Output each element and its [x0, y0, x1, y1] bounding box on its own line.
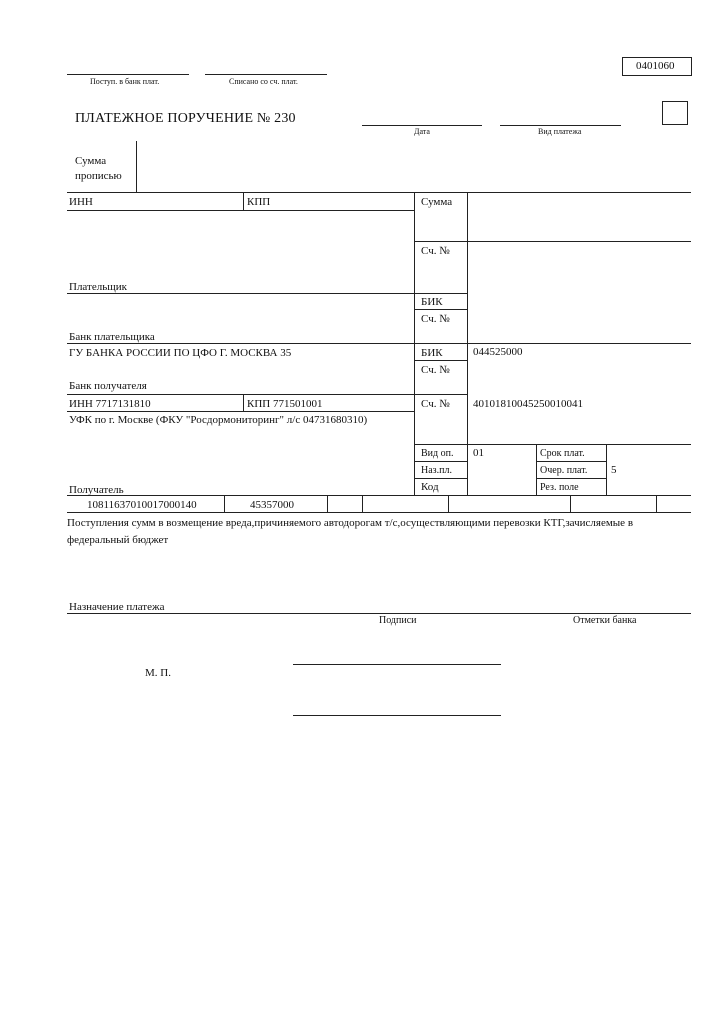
- grid-line-payer-bank: [67, 343, 691, 344]
- purpose-text-2: федеральный бюджет: [67, 534, 169, 546]
- grid-vline-val: [467, 192, 468, 495]
- recipient-bank-name-label: Банк получателя: [69, 380, 147, 392]
- grid-line-payer: [67, 293, 467, 294]
- signature-line-2: [293, 715, 501, 716]
- ocher-label: Очер. плат.: [540, 465, 588, 476]
- recipient-name-label: Получатель: [69, 484, 124, 496]
- purpose-text-1: Поступления сумм в возмещение вреда,причиняемого автодорогам т/с,осуществляющими перевозки КТГ,зачисляемые в: [67, 517, 634, 529]
- payer-bank-account-label: Сч. №: [421, 313, 450, 325]
- debited-label: Списано со сч. плат.: [229, 77, 298, 86]
- received-label: Поступ. в банк плат.: [90, 77, 160, 86]
- payer-inn-label: ИНН: [69, 196, 93, 208]
- vid-op-label: Вид оп.: [421, 448, 454, 459]
- budget-vline-4: [448, 495, 449, 512]
- amount-words-label-1: Сумма: [75, 155, 107, 167]
- recipient-account-label: Сч. №: [421, 398, 450, 410]
- recipient-kpp: КПП 771501001: [247, 398, 323, 410]
- grid-line-op2: [414, 461, 467, 462]
- grid-vline-kpp: [243, 192, 244, 210]
- vid-op-value: 01: [473, 447, 484, 459]
- grid-line-op3-right: [536, 478, 606, 479]
- budget-vline-5: [570, 495, 571, 512]
- ocher-value: 5: [611, 464, 617, 476]
- bank-marks-label: Отметки банка: [573, 615, 637, 626]
- amount-words-divider: [136, 141, 137, 192]
- recipient-bank-bik-label: БИК: [421, 347, 443, 359]
- budget-vline-1: [224, 495, 225, 512]
- grid-line-inn: [67, 210, 414, 211]
- date-line: [362, 125, 482, 126]
- grid-line-op: [414, 444, 691, 445]
- purpose-line: [67, 613, 691, 614]
- code-label: Код: [421, 481, 439, 493]
- recipient-inn: ИНН 7717131810: [69, 398, 151, 410]
- srok-label: Срок плат.: [540, 448, 585, 459]
- budget-vline-2: [327, 495, 328, 512]
- payer-sum-label: Сумма: [421, 196, 453, 208]
- grid-line-budget: [67, 512, 691, 513]
- form-code: 0401060: [636, 60, 675, 72]
- recipient-name: УФК по г. Москве (ФКУ "Росдормониторинг" л/с 04731680310): [69, 414, 368, 426]
- grid-line-op2-right: [536, 461, 606, 462]
- grid-line-op3: [414, 478, 467, 479]
- stamp-label: М. П.: [145, 667, 171, 679]
- oktmo-value: 45357000: [250, 499, 294, 511]
- signature-line-1: [293, 664, 501, 665]
- grid-line-recipient: [67, 495, 691, 496]
- recipient-bank-name: ГУ БАНКА РОССИИ ПО ЦФО Г. МОСКВА 35: [69, 347, 292, 359]
- purpose-label: Назначение платежа: [69, 601, 165, 613]
- rez-label: Рез. поле: [540, 482, 579, 493]
- status-box: [662, 101, 688, 125]
- grid-line-bik1: [414, 309, 467, 310]
- grid-line-bik2: [414, 360, 467, 361]
- grid-vline-kpp2: [243, 394, 244, 411]
- recipient-bank-bik-value: 044525000: [473, 346, 523, 358]
- page-title: ПЛАТЕЖНОЕ ПОРУЧЕНИЕ № 230: [75, 111, 296, 126]
- grid-vline-op-right: [606, 444, 607, 495]
- date-label: Дата: [414, 127, 430, 136]
- budget-vline-3: [362, 495, 363, 512]
- signatures-label: Подписи: [379, 615, 417, 626]
- debited-line: [205, 74, 327, 75]
- payer-name-label: Плательщик: [69, 281, 127, 293]
- naz-pl-label: Наз.пл.: [421, 465, 452, 476]
- payer-account-label: Сч. №: [421, 245, 450, 257]
- amount-words-label-2: прописью: [75, 170, 122, 182]
- recipient-bank-account-label: Сч. №: [421, 364, 450, 376]
- grid-line-recipient-bank: [67, 394, 467, 395]
- grid-line-inn2: [67, 411, 414, 412]
- grid-line-sum-left: [414, 241, 467, 242]
- payment-type-line: [500, 125, 621, 126]
- payment-type-label: Вид платежа: [538, 127, 582, 136]
- grid-line-top: [67, 192, 691, 193]
- payer-bank-bik-label: БИК: [421, 296, 443, 308]
- received-line: [67, 74, 189, 75]
- recipient-account-value: 40101810045250010041: [473, 398, 583, 410]
- payer-kpp-label: КПП: [247, 196, 271, 208]
- budget-vline-6: [656, 495, 657, 512]
- grid-vline-op-mid: [536, 444, 537, 495]
- kbk-value: 10811637010017000140: [87, 499, 197, 511]
- grid-vline-mid: [414, 192, 415, 495]
- grid-line-sum: [467, 241, 691, 242]
- payer-bank-name-label: Банк плательщика: [69, 331, 155, 343]
